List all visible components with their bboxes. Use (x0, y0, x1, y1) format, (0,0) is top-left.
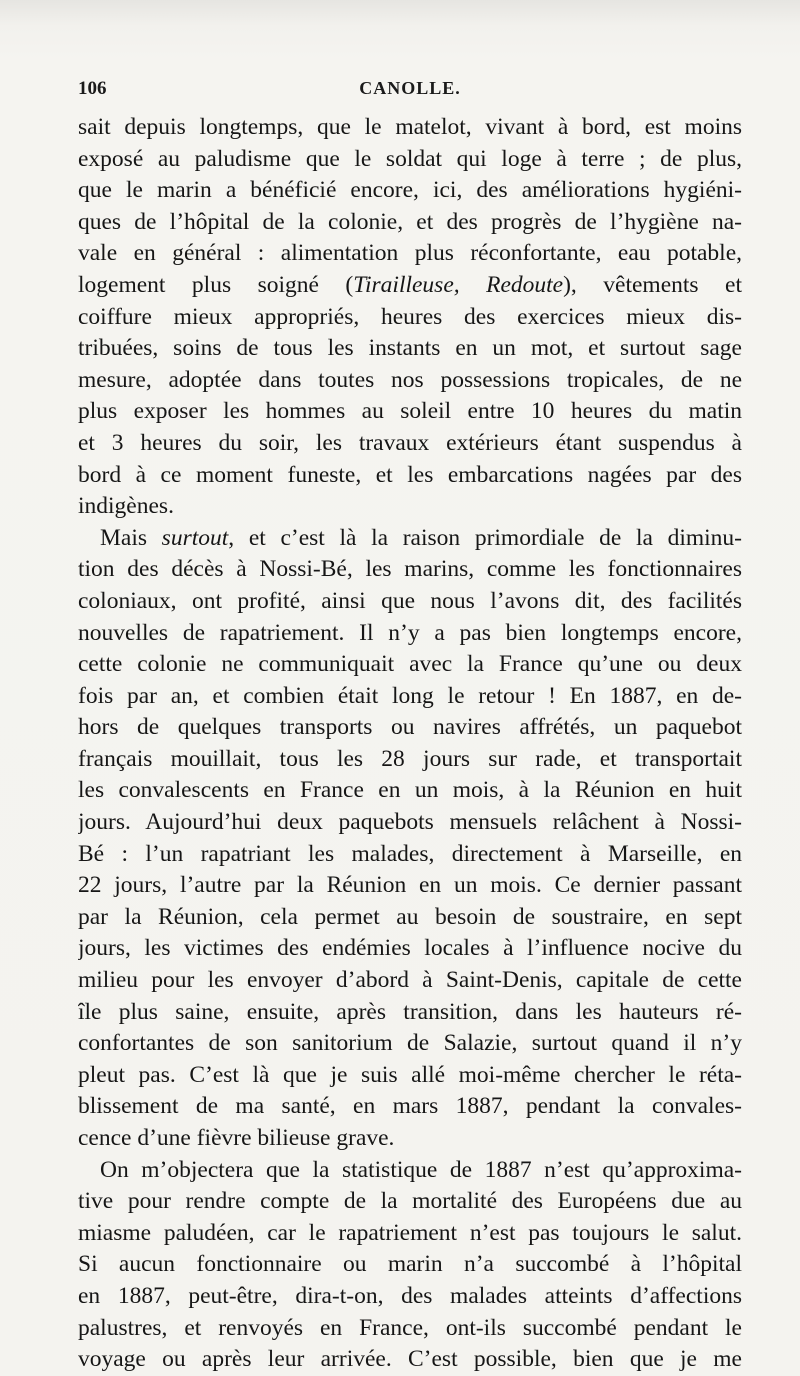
text-line: cette colonie ne communiquait avec la France qu’une ou deux (78, 651, 742, 678)
text-line: île plus saine, ensuite, après transition, dans les hauteurs ré- (78, 998, 742, 1025)
text-segment: , et c’est là la raison primordiale de la diminu- (228, 524, 742, 551)
text-line: par la Réunion, cela permet au besoin de soustraire, en sept (78, 903, 742, 930)
text-line: tribuées, soins de tous les instants en un mot, et surtout sage (78, 335, 742, 362)
text-line: sait depuis longtemps, que le matelot, vivant à bord, est moins (78, 114, 742, 140)
text-line: confortantes de son sanitorium de Salazie, surtout quand il n’y (78, 1030, 742, 1057)
italic-ship-names: Tirailleuse, Redoute (353, 271, 564, 298)
text-line: que le marin a bénéficié encore, ici, des améliorations hygiéni- (78, 177, 742, 204)
text-segment: logement plus soigné ( (78, 271, 354, 298)
text-line: jours. Aujourd’hui deux paquebots mensuels relâchent à Nossi- (78, 809, 742, 836)
text-line (78, 523, 742, 555)
text-line: et 3 heures du soir, les travaux extérieurs étant suspendus à (78, 429, 742, 456)
italic-emphasis: surtout (161, 524, 229, 551)
text-line: Si aucun fonctionnaire ou marin n’a succombé à l’hôpital (78, 1251, 742, 1278)
text-line: nouvelles de rapatriement. Il n’y a pas bien longtemps encore, (78, 619, 742, 646)
text-line: 22 jours, l’autre par la Réunion en un mois. Ce dernier passant (78, 872, 742, 899)
text-line: ques de l’hôpital de la colonie, et des progrès de l’hygiène na- (78, 208, 742, 235)
text-segment: Mais (100, 524, 162, 551)
text-line: indigènes. (78, 493, 174, 520)
text-line: miasme paludéen, car le rapatriement n’est pas toujours le salut. (78, 1219, 742, 1246)
text-line: bord à ce moment funeste, et les embarcations nagées par des (78, 461, 742, 488)
text-line: coiffure mieux appropriés, heures des exercices mieux dis- (78, 303, 742, 330)
text-line: vale en général : alimentation plus réconfortante, eau potable, (78, 240, 742, 267)
text-line: exposé au paludisme que le soldat qui loge à terre ; de plus, (78, 145, 742, 172)
text-line: jours, les victimes des endémies locales à l’influence nocive du (78, 935, 742, 962)
text-line: blissement de ma santé, en mars 1887, pendant la convales- (78, 1093, 742, 1120)
text-line: français mouillait, tous les 28 jours sur rade, et transportait (78, 745, 742, 772)
text-line: tive pour rendre compte de la mortalité des Européens due au (78, 1188, 742, 1215)
text-segment: ), vêtements et (563, 271, 742, 298)
body-text (78, 112, 742, 1376)
text-line (78, 270, 742, 302)
page-number: 106 (78, 78, 107, 99)
text-line: hors de quelques transports ou navires affrétés, un paquebot (78, 714, 742, 741)
text-line: voyage ou après leur arrivée. C’est possible, bien que je me (78, 1346, 742, 1373)
text-line: plus exposer les hommes au soleil entre 10 heures du matin (78, 398, 742, 425)
text-line: pleut pas. C’est là que je suis allé moi-même chercher le réta- (78, 1061, 742, 1088)
text-line: cence d’une fièvre bilieuse grave. (78, 1125, 395, 1151)
text-line: fois par an, et combien était long le retour ! En 1887, en de- (78, 682, 742, 709)
running-head: CANOLLE. (359, 78, 461, 98)
text-line: coloniaux, ont profité, ainsi que nous l’avons dit, des facilités (78, 587, 742, 614)
text-line: en 1887, peut-être, dira-t-on, des malades atteints d’affections (78, 1282, 742, 1309)
text-line: mesure, adoptée dans toutes nos possessions tropicales, de ne (78, 366, 742, 393)
text-line: milieu pour les envoyer d’abord à Saint-Denis, capitale de cette (78, 967, 742, 994)
text-line: palustres, et renvoyés en France, ont-ils succombé pendant le (78, 1314, 742, 1341)
text-line: tion des décès à Nossi-Bé, les marins, comme les fonctionnaires (78, 556, 742, 583)
text-line: Bé : l’un rapatriant les malades, directement à Marseille, en (78, 840, 742, 867)
text-line: On m’objectera que la statistique de 1887 n’est qu’approxima- (100, 1156, 742, 1183)
page-header (78, 78, 742, 108)
text-line: les convalescents en France en un mois, à la Réunion en huit (78, 777, 742, 804)
